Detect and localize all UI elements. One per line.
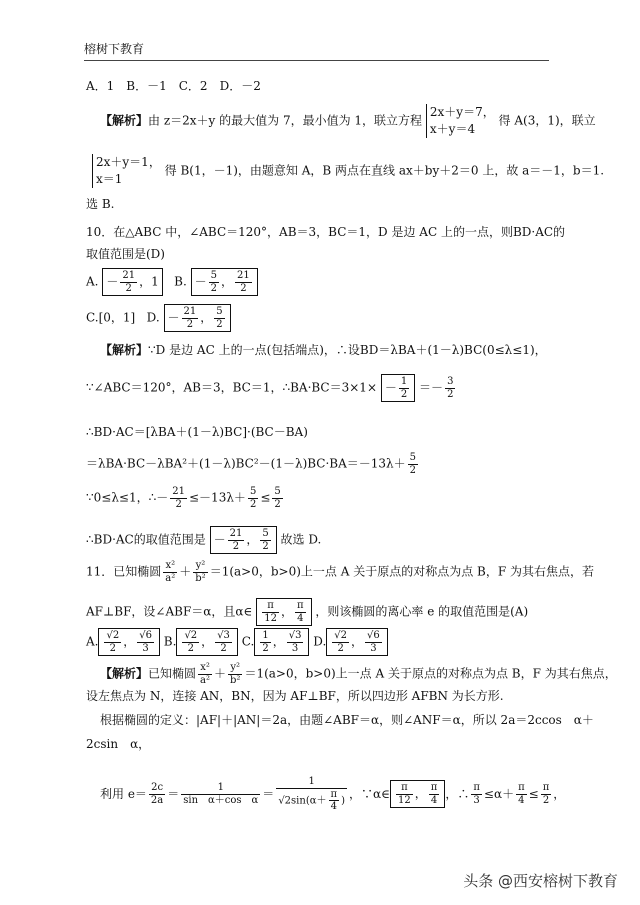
frac-num: π xyxy=(296,600,304,611)
frac-num: 1 xyxy=(400,376,408,387)
q10-solution-text-3: ∴BD·AC＝[λBA＋(1－λ)BC]·(BC－BA) xyxy=(86,425,308,439)
paren-expression: － $\frac{1}{2}$ xyxy=(381,374,415,402)
frac-num: √6 xyxy=(367,630,380,641)
q10-stem xyxy=(86,226,565,238)
q10-solution-text-6: ∴BD·AC的取值范围是 xyxy=(86,532,206,547)
header-title: 榕树下教育 xyxy=(84,42,145,56)
option-a-label: A. xyxy=(86,634,99,649)
frac-den: 2 xyxy=(337,642,344,654)
frac-den: 2 xyxy=(187,642,194,654)
q11-text-4: ，则该椭圆的离心率 e 的取值范围是(A) xyxy=(315,604,529,619)
ineq-text: ≤－13λ＋ xyxy=(189,490,246,505)
frac-num: 2c xyxy=(149,782,165,795)
equation-system-a xyxy=(426,104,495,138)
option-a-interval: $\frac{√2}{2}$ ， $\frac{√6}{3}$ xyxy=(98,628,159,656)
frac-den: b² xyxy=(195,572,206,584)
frac-num: √2 xyxy=(334,630,348,641)
frac-num: π xyxy=(518,782,525,794)
option-b-label: B. xyxy=(163,634,177,649)
alpha-interval: $\frac{\pi}{12}$ ， $\frac{\pi}{4}$ xyxy=(256,598,311,626)
frac-den: 4 xyxy=(330,801,337,812)
option-d-label: D. xyxy=(313,634,327,649)
frac-den: 2 xyxy=(240,282,247,294)
q9-solution-text-2: 得 A(3，1)，联立 xyxy=(498,113,596,128)
solution-label: 【解析】 xyxy=(100,113,149,128)
system-a-eq1: 2x＋y＝7， xyxy=(429,105,495,119)
q9-options-text: A．1 B．－1 C．2 D．－2 xyxy=(86,79,261,93)
frac-den: 2 xyxy=(109,642,117,654)
q10-stem-2 xyxy=(86,248,165,260)
q10-text-2: 取值范围是(D) xyxy=(86,247,165,261)
q11-text-3: AF⊥BF，设∠ABF＝α，且α∈ xyxy=(86,604,253,619)
q10-solution-line2 xyxy=(86,374,457,402)
q11-solution-text-6: 利用 e＝ xyxy=(100,786,147,801)
option-c-interval: $\frac{1}{2}$ ， $\frac{√3}{3}$ xyxy=(254,628,309,656)
q9-answer-text: 选 B. xyxy=(86,197,115,211)
frac-den: a² xyxy=(165,572,176,584)
q9-solution-text-3: 得 B(1，－1)，由题意知 A，B 两点在直线 ax＋by＋2＝0 上，故 a＝－1，b＝1. xyxy=(164,163,605,178)
therefore-text: ，∴ xyxy=(445,786,470,801)
comma: ， xyxy=(553,786,566,801)
frac-den: 4 xyxy=(518,794,525,806)
frac-num: y² xyxy=(228,662,242,675)
frac-den: 2 xyxy=(409,464,417,476)
frac-den: 3 xyxy=(473,794,480,806)
watermark-text: 头条 @西安榕树下教育 xyxy=(463,872,618,890)
frac-den: 2 xyxy=(400,388,408,400)
frac-num: √2 xyxy=(106,630,120,641)
q11-solution-text: 已知椭圆 xyxy=(148,666,197,681)
q10-text: 10．在△ABC 中，∠ABC＝120°，AB＝3，BC＝1，D 是边 AC 上的一点，则BD·AC的 xyxy=(86,225,566,239)
q10-solution-line5 xyxy=(86,486,285,510)
option-c-label: C. xyxy=(241,634,255,649)
frac-den: 2 xyxy=(262,642,269,654)
q9-solution-line1 xyxy=(100,104,596,138)
frac-num: 21 xyxy=(122,270,136,281)
frac-num: √3 xyxy=(217,630,230,641)
option-d-interval: － $\frac{21}{2}$ ， $\frac{5}{2}$ xyxy=(164,304,231,332)
frac-num: 5 xyxy=(216,306,223,317)
frac-num: 21 xyxy=(237,270,250,281)
interval-end: 1 xyxy=(151,274,159,289)
frac-num: √2 xyxy=(184,630,198,641)
frac-den: 2 xyxy=(210,282,218,294)
ineq-text-2: ≤ xyxy=(260,490,271,505)
frac-num: π xyxy=(473,782,480,794)
q10-solution-text-2: ∵∠ABC＝120°，AB＝3，BC＝1，∴BA·BC＝3×1× xyxy=(86,380,377,395)
frac-num: 5 xyxy=(274,486,281,497)
watermark xyxy=(463,870,618,891)
q11-stem: 11．已知椭圆 $\frac{\text{x²}}{\text{a²}}$ ＋ $\frac{\text{y²}}{\text{b²}}$ ＝1(a>0，b>0)上一点 A 关于原点的对称点为点 B，F 为其右焦点，若 xyxy=(86,560,594,584)
q10-answer-text: 故选 D. xyxy=(280,532,322,547)
frac-num: π xyxy=(542,782,550,794)
frac-den: 2 xyxy=(216,318,223,330)
frac-den: 2 xyxy=(186,318,194,330)
frac-num: √6 xyxy=(139,630,152,641)
frac-den: √2sin(α＋ $\frac{\pi}{4}$ ) xyxy=(278,788,345,812)
q9-options xyxy=(86,80,261,92)
q10-solution-line3 xyxy=(86,426,308,438)
system-b-eq2: x＝1 xyxy=(96,171,123,186)
frac-num: 1 xyxy=(276,776,347,789)
frac-den: 2 xyxy=(232,540,240,552)
frac-den: 3 xyxy=(370,642,377,654)
frac-den: 2 xyxy=(220,642,227,654)
q11-text: 11．已知椭圆 xyxy=(86,564,162,579)
solution-label: 【解析】 xyxy=(100,666,149,681)
frac-den: 2 xyxy=(175,498,182,510)
q10-solution-line1 xyxy=(100,344,547,356)
q11-solution-text-5: 2csin α， xyxy=(86,737,151,751)
q11-solution-line1: 【解析】已知椭圆 $\frac{\text{x²}}{\text{a²}}$ ＋ $\frac{\text{y²}}{\text{b²}}$ ＝1(a>0，b>0)上一点 A 关于原点的对称点为点 B，F 为其右焦点， xyxy=(100,662,617,686)
frac-num: π xyxy=(262,600,279,613)
frac-den: 2 xyxy=(542,794,550,806)
alpha-plus: α＋ xyxy=(309,795,327,806)
frac-den: sin α＋cos α xyxy=(183,794,259,806)
option-c-label: C. xyxy=(86,310,99,325)
q10-solution-text: ∵D 是边 AC 上的一点(包括端点)，∴设BD＝λBA＋(1－λ)BC(0≤λ≤1)， xyxy=(148,343,547,357)
frac-den: 2 xyxy=(447,388,454,400)
system-b-eq1: 2x＋y＝1， xyxy=(96,155,161,169)
q9-solution-text: 由 z＝2x＋y 的最大值为 7，最小值为 1，联立方程 xyxy=(148,113,423,128)
q11-solution-line4 xyxy=(86,738,150,750)
q11-solution-line5: 利用 e＝ $\frac{2c}{2a}$ ＝ $\frac{1}{\text{sin α＋cos α}}$ ＝ 1 √2sin(α＋ $\frac{\pi}{4}$ ) ，∵α∈ $\frac{\pi}{12}$ ， $\frac{\pi}{4}$ ，∴ $\frac{\pi}{3}$ ≤α＋ $\frac{\pi}{4}$ ≤ $\frac{\pi}{2}$ ， xyxy=(100,776,566,812)
frac-num: 3 xyxy=(447,376,454,387)
frac-den: a² xyxy=(200,674,211,686)
frac-num: y² xyxy=(193,560,207,573)
q11-solution-text-3: 设左焦点为 N，连接 AN，BN，因为 AF⊥BF，所以四边形 AFBN 为长方形. xyxy=(86,689,504,703)
q10-solution-text-4: ＝λBA·BC－λBA²＋(1－λ)BC²－(1－λ)BC·BA＝－13λ＋ xyxy=(86,456,406,471)
equation-system-b xyxy=(92,154,161,188)
q11-stem-2 xyxy=(86,598,528,626)
option-c-interval: [0，1] xyxy=(98,310,136,325)
frac-den: 12 xyxy=(397,794,411,806)
frac-num: 5 xyxy=(409,452,417,463)
frac-num: 1 xyxy=(181,782,260,795)
frac-den: 2 xyxy=(274,498,281,510)
frac-den: 3 xyxy=(142,642,149,654)
frac-den: 4 xyxy=(297,612,304,624)
sqrt-sin: √2sin xyxy=(278,795,306,806)
frac-num: 5 xyxy=(249,486,257,497)
equals-minus: ＝－ xyxy=(419,380,444,395)
frac-num: π xyxy=(330,788,338,800)
frac-den: 2 xyxy=(125,282,132,294)
option-a-label: A. xyxy=(86,274,99,289)
option-d-label: D. xyxy=(146,310,160,325)
q11-solution-line3 xyxy=(100,714,594,726)
system-a-eq2: x＋y＝4 xyxy=(429,121,476,136)
q10-options-cd xyxy=(86,304,231,332)
frac-num: √3 xyxy=(288,630,302,641)
ineq-text-2: ≤ xyxy=(528,786,539,801)
option-b-label: B. xyxy=(174,274,187,289)
frac-num: π xyxy=(396,782,413,795)
q11-solution-line2 xyxy=(86,690,504,702)
frac-num: x² xyxy=(198,662,212,675)
option-a-interval: － $\frac{21}{2}$ ，1 xyxy=(102,268,162,296)
frac-den: 12 xyxy=(264,612,277,624)
q10-solution-line6 xyxy=(86,526,321,554)
frac-num: 21 xyxy=(183,306,197,317)
frac-num: 21 xyxy=(229,528,243,539)
ineq-text: ≤α＋ xyxy=(483,786,515,801)
frac-den: 2 xyxy=(249,498,257,510)
frac-num: x² xyxy=(163,560,177,573)
frac-den: 2a xyxy=(150,794,164,806)
frac-den: b² xyxy=(230,674,241,686)
frac-num: 5 xyxy=(262,528,269,539)
q11-solution-text-4: 根据椭圆的定义：|AF|＋|AN|＝2a，由题∠ABF＝α，则∠ANF＝α，所以 2a＝2ccos α＋ xyxy=(100,713,594,727)
frac-den: 2 xyxy=(262,540,269,552)
since-text: ，∵α∈ xyxy=(348,786,390,801)
frac-num: π xyxy=(430,782,438,794)
result-interval: － $\frac{21}{2}$ ， $\frac{5}{2}$ xyxy=(210,526,277,554)
frac-den: 3 xyxy=(291,642,299,654)
page-header xyxy=(84,40,549,61)
q10-solution-text-5: ∵0≤λ≤1，∴－ xyxy=(86,490,169,505)
frac-num: 5 xyxy=(210,270,218,281)
q9-answer xyxy=(86,198,114,210)
option-d-interval: $\frac{√2}{2}$ ， $\frac{√6}{3}$ xyxy=(326,628,387,656)
q11-options xyxy=(86,628,388,656)
frac-num: 1 xyxy=(262,630,269,641)
q9-solution-line2 xyxy=(92,154,604,188)
solution-label: 【解析】 xyxy=(100,343,149,357)
option-b-interval: $\frac{√2}{2}$ ， $\frac{√3}{2}$ xyxy=(176,628,237,656)
q11-solution-text-2: ＝1(a>0，b>0)上一点 A 关于原点的对称点为点 B，F 为其右焦点， xyxy=(244,666,617,681)
alpha-interval-2: $\frac{\pi}{12}$ ， $\frac{\pi}{4}$ xyxy=(390,780,445,808)
option-b-interval: － $\frac{5}{2}$ ， $\frac{21}{2}$ xyxy=(191,268,258,296)
q10-options-ab xyxy=(86,268,258,296)
q11-text-2: ＝1(a>0，b>0)上一点 A 关于原点的对称点为点 B，F 为其右焦点，若 xyxy=(209,564,594,579)
frac-num: 21 xyxy=(172,486,185,497)
q10-solution-line4 xyxy=(86,452,420,476)
frac-den: 4 xyxy=(430,794,438,806)
